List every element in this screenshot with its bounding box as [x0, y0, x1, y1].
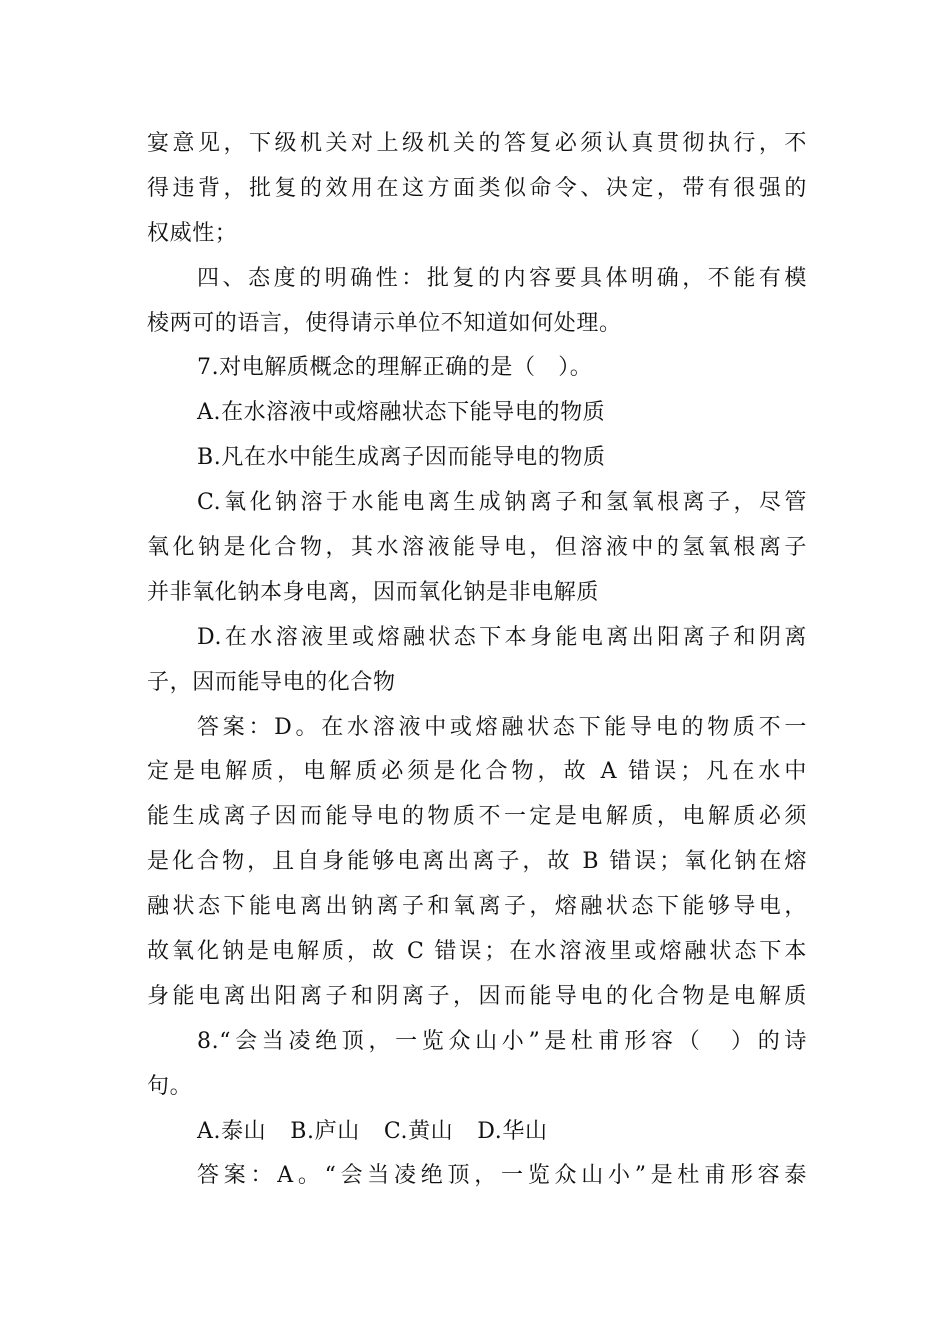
document-body — [147, 122, 807, 1199]
text-line: 宴意见，下级机关对上级机关的答复必须认真贯彻执行，不 — [147, 131, 807, 156]
q7-option-c: C.氧化钠溶于水能电离生成钠离子和氢氧根离子，尽管 — [197, 490, 807, 516]
q7-option-d: 子，因而能导电的化合物 — [147, 669, 396, 695]
q7-answer: 定是电解质，电解质必须是化合物，故 A 错误；凡在水中 — [147, 759, 807, 785]
q7-answer: 故氧化钠是电解质，故 C 错误；在水溶液里或熔融状态下本 — [147, 939, 807, 965]
text-line: 权威性； — [147, 220, 238, 246]
q7-option-b: B.凡在水中能生成离子因而能导电的物质 — [197, 445, 606, 471]
q8-options — [147, 1110, 807, 1155]
q7-answer: 融状态下能电离出钠离子和氧离子，熔融状态下能够导电， — [147, 894, 807, 920]
q7-answer: 是化合物，且自身能够电离出离子，故 B 错误；氧化钠在熔 — [147, 849, 807, 875]
q8-option-d: D.华山 — [477, 1118, 548, 1144]
q8-option-a: A.泰山 — [197, 1118, 267, 1144]
q8-answer: 答案：A。“会当凌绝顶，一览众山小”是杜甫形容泰 — [197, 1163, 807, 1189]
q7-answer: 能生成离子因而能导电的物质不一定是电解质，电解质必须 — [147, 804, 807, 830]
q7-option-a: A.在水溶液中或熔融状态下能导电的物质 — [197, 400, 606, 426]
question-8: 8.“会当凌绝顶，一览众山小”是杜甫形容（ ）的诗 — [197, 1028, 807, 1054]
q8-option-c: C.黄山 — [383, 1118, 454, 1144]
q7-answer: 身能电离出阳离子和阴离子，因而能导电的化合物是电解质 — [147, 983, 807, 1009]
text-line: 四、态度的明确性：批复的内容要具体明确，不能有模 — [197, 265, 807, 291]
question-7: 7.对电解质概念的理解正确的是（ ）。 — [197, 355, 593, 381]
text-line: 棱两可的语言，使得请示单位不知道如何处理。 — [147, 310, 622, 336]
text-line: 得违背，批复的效用在这方面类似命令、决定，带有很强的 — [147, 175, 807, 201]
q8-option-b: B.庐山 — [290, 1118, 360, 1144]
q7-option-c: 氧化钠是化合物，其水溶液能导电，但溶液中的氢氧根离子 — [147, 535, 807, 561]
q7-option-d: D.在水溶液里或熔融状态下本身能电离出阳离子和阴离 — [197, 624, 807, 650]
question-8: 句。 — [147, 1073, 193, 1099]
q7-option-c: 并非氧化钠本身电离，因而氧化钠是非电解质 — [147, 579, 600, 605]
q7-answer: 答案：D。在水溶液中或熔融状态下能导电的物质不一 — [197, 714, 807, 740]
